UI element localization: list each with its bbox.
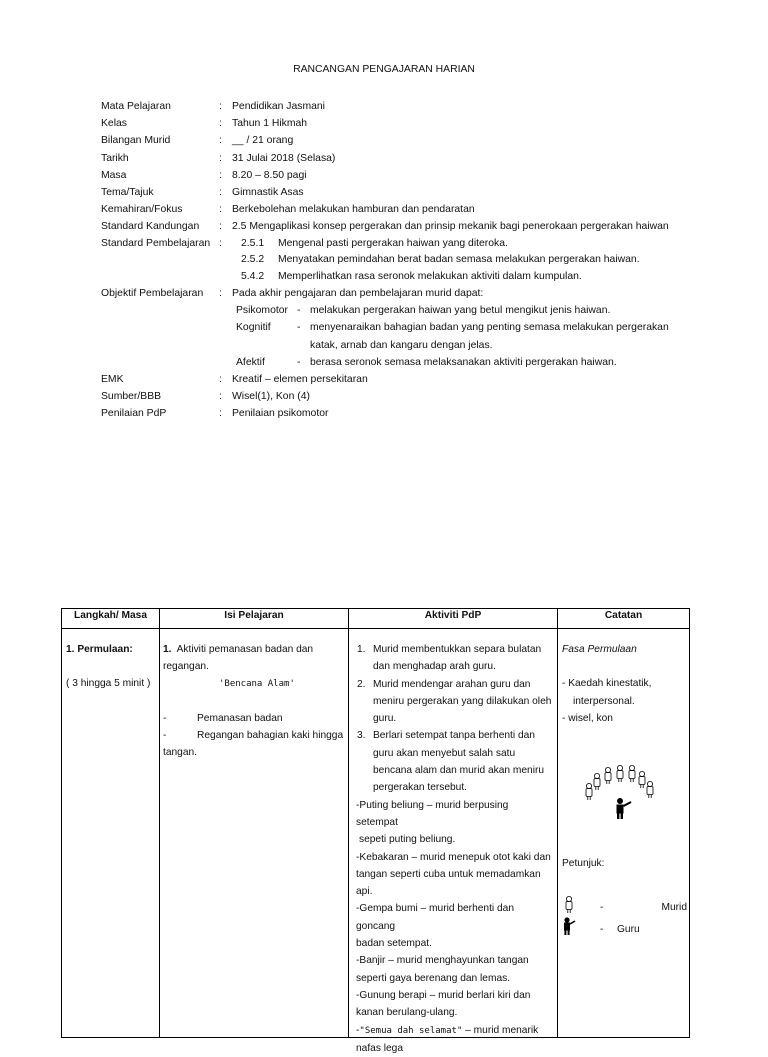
- colon: :: [219, 101, 222, 112]
- objective-domain: Afektif: [236, 356, 265, 368]
- info-label: EMK: [101, 373, 124, 385]
- isi-number: 1.: [163, 644, 172, 655]
- extra-line: badan setempat.: [356, 938, 432, 950]
- extra-line: api.: [356, 886, 373, 898]
- info-value: Gimnastik Asas: [232, 186, 304, 198]
- item-number: 2.: [357, 678, 366, 690]
- colon: :: [219, 118, 222, 130]
- sp-row: [101, 252, 701, 269]
- formation-diagram: [558, 759, 678, 839]
- info-row: [101, 167, 701, 184]
- info-value: Penilaian psikomotor: [232, 408, 329, 420]
- extra-line: sepeti puting beliung.: [359, 834, 456, 846]
- student-icon: [594, 773, 600, 790]
- isi-bullet: [163, 727, 344, 744]
- student-icon: [629, 765, 635, 782]
- page-title: RANCANGAN PENGAJARAN HARIAN: [293, 64, 475, 75]
- extra-text: – murid menarik: [462, 1024, 539, 1036]
- sp-row: [101, 269, 701, 286]
- lesson-info: [101, 98, 701, 423]
- dash: -: [600, 924, 604, 935]
- info-row: [101, 201, 701, 218]
- colon: :: [219, 237, 222, 249]
- objective-row: [101, 285, 701, 302]
- info-value: __ / 21 orang: [232, 135, 294, 147]
- colon: :: [219, 288, 222, 299]
- item-line: guru.: [373, 713, 397, 725]
- cell-isi: [160, 629, 349, 1038]
- dash: -: [163, 712, 167, 724]
- isi-line: [163, 641, 344, 658]
- cell-aktiviti: [349, 629, 558, 1054]
- info-value: Kreatif – elemen persekitaran: [232, 373, 368, 385]
- info-label: Tarikh: [101, 152, 129, 164]
- isi-bullet-text: Regangan bahagian kaki hingga: [197, 730, 344, 742]
- info-value: Tahun 1 Hikmah: [232, 118, 308, 130]
- note-line: - wisel, kon: [562, 712, 613, 724]
- extra-line: -Kebakaran – murid menepuk otot kaki dan: [356, 851, 551, 863]
- colon: :: [219, 408, 222, 420]
- extra-line: kanan berulang-ulang.: [356, 1007, 458, 1019]
- header-isi: Isi Pelajaran: [160, 609, 349, 629]
- table-header-row: [62, 609, 690, 629]
- colon: :: [219, 221, 222, 233]
- objective-row: [101, 337, 701, 354]
- dash: -: [297, 356, 301, 368]
- objective-text: menyenaraikan bahagian badan yang penting semasa melakukan pergerakan: [310, 322, 669, 334]
- isi-text: regangan.: [163, 661, 209, 673]
- extra-line: nafas lega: [356, 1042, 404, 1054]
- info-label: Kelas: [101, 118, 127, 130]
- isi-text: Aktiviti pemanasan badan dan: [176, 644, 314, 655]
- item-line: Berlari setempat tanpa berhenti dan: [373, 730, 535, 742]
- student-icon: [562, 897, 576, 917]
- objective-text: katak, arnab dan kangaru dengan jelas.: [310, 339, 493, 351]
- info-label: Kemahiran/Fokus: [101, 204, 183, 216]
- item-line: guru akan menyebut salah satu: [373, 747, 516, 759]
- objective-intro: Pada akhir pengajaran dan pembelajaran murid dapat:: [232, 288, 484, 299]
- sp-text: Memperlihatkan rasa seronok melakukan aktiviti dalam kumpulan.: [278, 270, 582, 282]
- list-item: [354, 727, 553, 796]
- item-line: pergerakan tersebut.: [373, 782, 468, 794]
- colon: :: [219, 204, 222, 216]
- student-icon: [617, 765, 623, 782]
- info-label: Standard Pembelajaran: [101, 237, 211, 249]
- item-number: 3.: [357, 730, 366, 742]
- teacher-icon: [617, 798, 632, 819]
- objective-text: berasa seronok semasa melaksanakan aktiviti pergerakan haiwan.: [310, 356, 617, 368]
- info-value: Berkebolehan melakukan hamburan dan pendaratan: [232, 204, 475, 216]
- info-row: [101, 115, 701, 132]
- game-name: 'Bencana Alam': [219, 678, 295, 689]
- sp-number: 2.5.2: [241, 254, 265, 265]
- formation-svg: [558, 759, 678, 839]
- legend-row-guru: [562, 919, 687, 939]
- info-label: Masa: [101, 169, 127, 181]
- note-line: interpersonal.: [573, 695, 635, 707]
- student-icon: [605, 767, 611, 784]
- sp-number: 2.5.1: [241, 237, 265, 249]
- colon: :: [219, 169, 222, 181]
- dash: -: [297, 322, 301, 334]
- objective-row: [101, 354, 701, 371]
- legend-label-guru: Guru: [617, 924, 640, 935]
- sp-text: Mengenal pasti pergerakan haiwan yang diteroka.: [278, 237, 508, 249]
- colon: :: [219, 135, 222, 147]
- legend-row-murid: [562, 897, 687, 917]
- header-catatan: Catatan: [558, 609, 690, 629]
- activity-extra: [354, 797, 553, 1057]
- legend-title: Petunjuk:: [562, 858, 605, 869]
- extra-line: [356, 1022, 553, 1040]
- item-line: meniru pergerakan yang dilakukan oleh: [373, 695, 552, 707]
- info-row: [101, 218, 701, 235]
- phase-note: Fasa Permulaan: [562, 644, 637, 655]
- colon: :: [219, 152, 222, 164]
- dash: -: [600, 902, 604, 913]
- info-row: [101, 150, 701, 167]
- isi-bullet: [163, 710, 344, 727]
- student-icon: [647, 781, 653, 798]
- info-label: Objektif Pembelajaran: [101, 288, 204, 299]
- sp-text: Menyatakan pemindahan berat badan semasa melakukan pergerakan haiwan.: [278, 254, 640, 265]
- item-line: dan menghadap arah guru.: [373, 661, 496, 673]
- dash: -: [356, 1024, 360, 1036]
- objective-domain: Kognitif: [236, 322, 271, 334]
- info-value: Wisel(1), Kon (4): [232, 391, 310, 403]
- teacher-icon: [562, 917, 576, 937]
- list-item: [354, 641, 553, 676]
- info-row: [101, 388, 701, 405]
- info-value: 31 Julai 2018 (Selasa): [232, 152, 336, 164]
- extra-line: seperti gaya berenang dan lemas.: [356, 972, 511, 984]
- info-row: [101, 132, 701, 149]
- header-langkah: Langkah/ Masa: [62, 609, 160, 629]
- extra-line: -Puting beliung – murid berpusing setempat: [356, 799, 509, 828]
- info-value: Pendidikan Jasmani: [232, 101, 325, 112]
- note-line: - Kaedah kinestatik,: [562, 678, 652, 690]
- list-item: [354, 676, 553, 728]
- colon: :: [219, 186, 222, 198]
- cell-langkah: [62, 629, 160, 1038]
- student-icon: [639, 771, 645, 788]
- info-label: Bilangan Murid: [101, 135, 171, 147]
- isi-bullet-text: Pemanasan badan: [197, 712, 283, 724]
- extra-line: -Gempa bumi – murid berhenti dan goncang: [356, 903, 514, 932]
- objective-text: melakukan pergerakan haiwan yang betul mengikut jenis haiwan.: [310, 305, 611, 317]
- item-line: Murid mendengar arahan guru dan: [373, 678, 531, 690]
- header-aktiviti: Aktiviti PdP: [349, 609, 558, 629]
- lesson-table: [61, 608, 690, 1054]
- info-label: Penilaian PdP: [101, 408, 167, 420]
- phase-time: ( 3 hingga 5 minit ): [66, 678, 151, 690]
- objective-domain: Psikomotor: [236, 305, 288, 317]
- colon: :: [219, 373, 222, 385]
- phase-title: 1. Permulaan:: [66, 644, 133, 655]
- sp-row: [101, 236, 701, 253]
- quote-text: "Semua dah selamat": [359, 1025, 463, 1036]
- info-row: [101, 184, 701, 201]
- info-value: 8.20 – 8.50 pagi: [232, 169, 307, 181]
- info-row: [101, 371, 701, 388]
- objective-row: [101, 302, 701, 319]
- dash: -: [297, 305, 301, 317]
- item-line: Murid membentukkan separa bulatan: [373, 644, 542, 655]
- objective-row: [101, 319, 701, 336]
- cell-catatan: [558, 629, 690, 1038]
- colon: :: [219, 391, 222, 403]
- info-label: Tema/Tajuk: [101, 186, 154, 198]
- extra-line: -Banjir – murid menghayunkan tangan: [356, 955, 529, 967]
- table-row: [62, 629, 690, 1038]
- sp-number: 5.4.2: [241, 270, 265, 282]
- student-icon: [586, 783, 592, 800]
- extra-line: -Gunung berapi – murid berlari kiri dan: [356, 989, 531, 1001]
- info-value: 2.5 Mengaplikasi konsep pergerakan dan prinsip mekanik bagi penerokaan pergerakan haiwan: [232, 221, 669, 233]
- info-label: Standard Kandungan: [101, 221, 200, 233]
- info-row: [101, 98, 701, 115]
- isi-bullet-text: tangan.: [163, 747, 197, 759]
- info-row: [101, 405, 701, 422]
- legend-label-murid: Murid: [661, 902, 687, 913]
- extra-line: tangan seperti cuba untuk memadamkan: [356, 868, 541, 880]
- item-line: bencana alam dan murid akan meniru: [373, 765, 545, 777]
- activity-list: [354, 641, 553, 797]
- info-label: Mata Pelajaran: [101, 101, 171, 112]
- dash: -: [163, 730, 167, 742]
- item-number: 1.: [357, 644, 366, 655]
- info-label: Sumber/BBB: [101, 391, 162, 403]
